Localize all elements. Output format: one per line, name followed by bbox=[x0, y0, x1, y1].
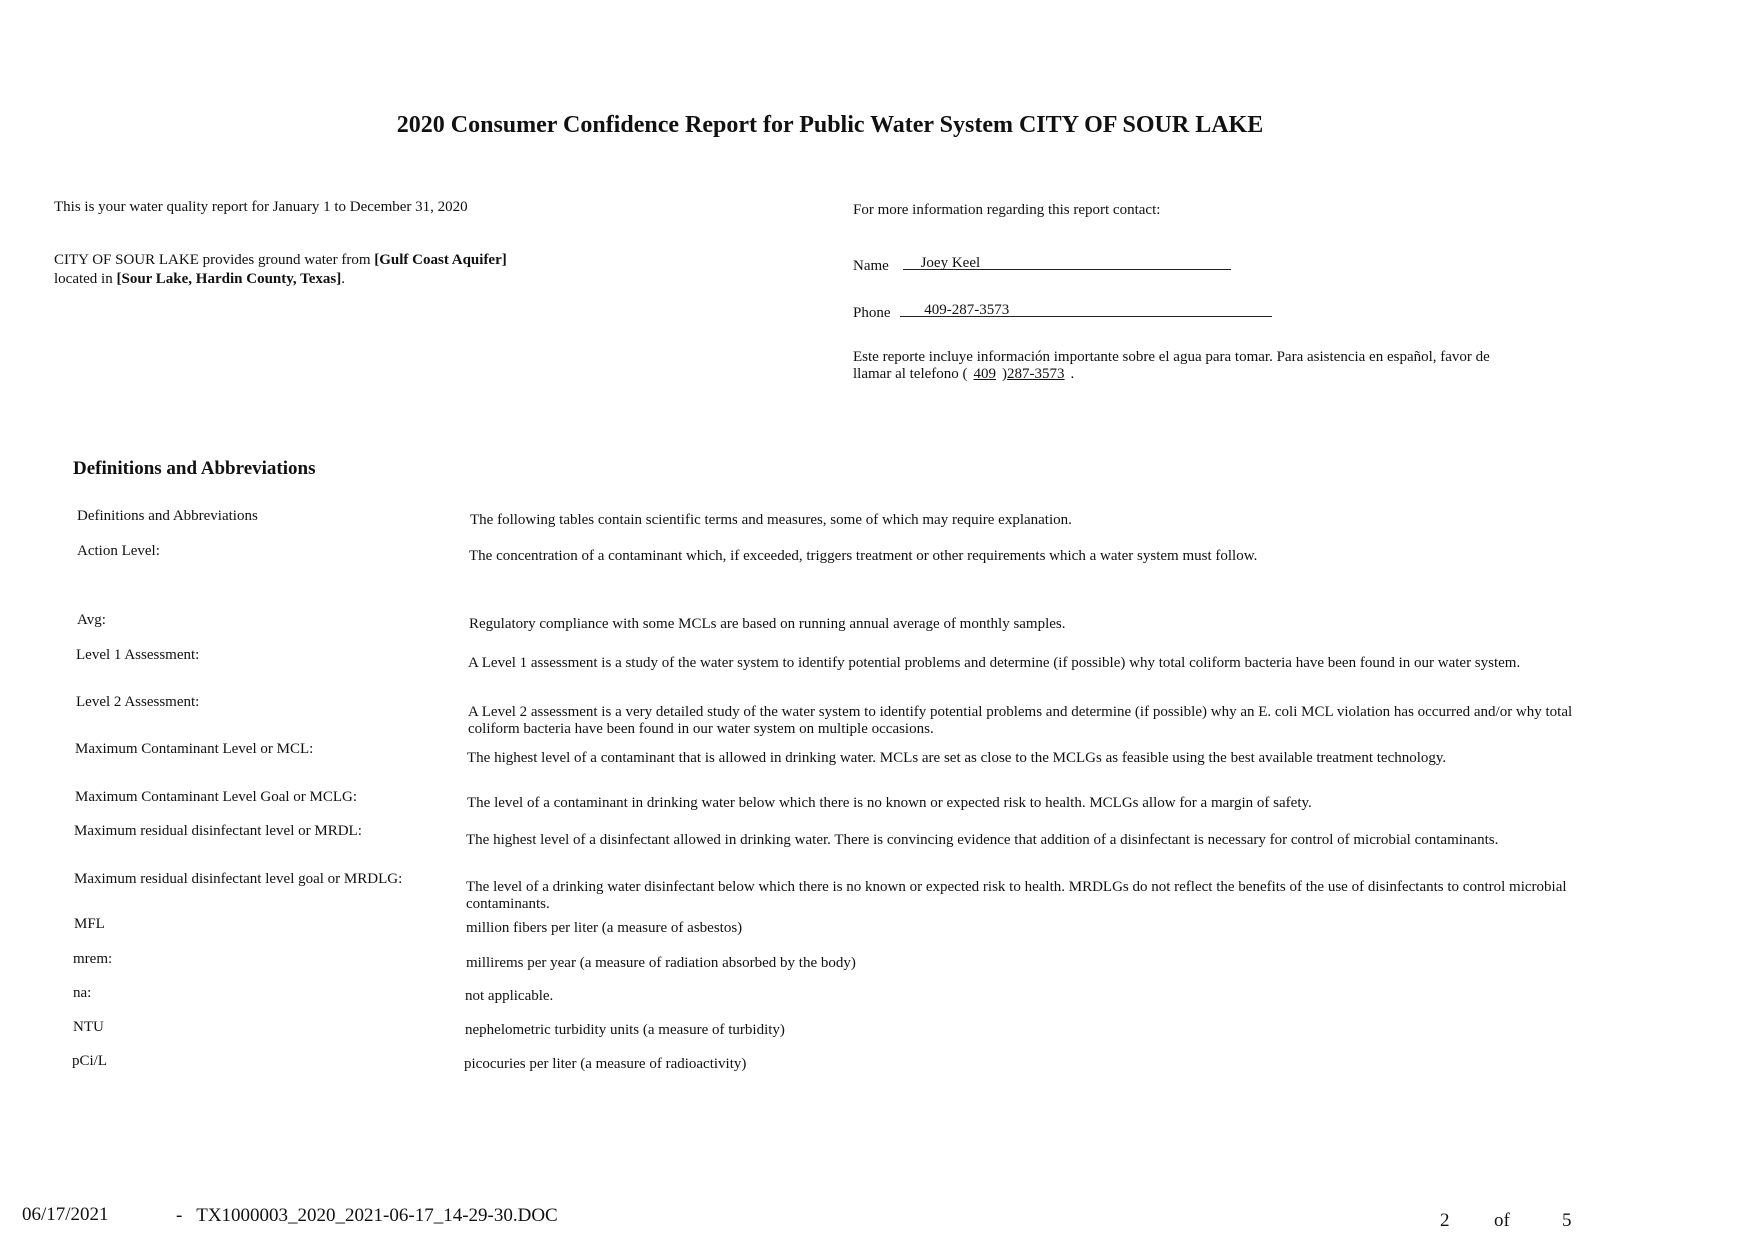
name-value: Joey Keel bbox=[920, 255, 981, 271]
definition-text: The following tables contain scientific terms and measures, some of which may require explanation. bbox=[470, 512, 1072, 528]
definition-text: picocuries per liter (a measure of radioactivity) bbox=[464, 1056, 747, 1072]
spanish-number: 287-3573 bbox=[1007, 366, 1065, 382]
definition-term: Maximum residual disinfectant level goal or MRDLG: bbox=[74, 871, 403, 887]
definition-text: The highest level of a contaminant that is allowed in drinking water. MCLs are set as close to the MCLGs as feasible using the best available treatment technology. bbox=[467, 750, 1447, 766]
located-suffix: . bbox=[341, 271, 346, 287]
report-period: This is your water quality report for January 1 to December 31, 2020 bbox=[54, 199, 468, 215]
definition-text: million fibers per liter (a measure of asbestos) bbox=[466, 920, 743, 936]
spanish-area: 409 bbox=[973, 366, 997, 382]
definition-text: A Level 2 assessment is a very detailed study of the water system to identify potential problems and determine (if possible) why an E. coli MCL violation has occurred and/or why total coliform bacteria have been found in our water system on multiple occasions. bbox=[468, 704, 1573, 737]
definition-text: The concentration of a contaminant which, if exceeded, triggers treatment or other requirements which a water system must follow. bbox=[469, 548, 1258, 564]
contact-name bbox=[853, 255, 1231, 275]
definition-term: Level 2 Assessment: bbox=[76, 694, 200, 710]
source-prefix: CITY OF SOUR LAKE provides ground water from bbox=[54, 252, 375, 268]
definition-term: na: bbox=[73, 985, 92, 1001]
definition-term: NTU bbox=[73, 1019, 104, 1035]
definition-text: The highest level of a disinfectant allowed in drinking water. There is convincing evidence that addition of a disinfectant is necessary for control of microbial contaminants. bbox=[466, 832, 1499, 848]
definition-text: not applicable. bbox=[465, 988, 554, 1004]
definition-term: Avg: bbox=[77, 612, 106, 628]
definition-term: pCi/L bbox=[72, 1053, 108, 1069]
name-label: Name bbox=[853, 258, 889, 274]
water-location bbox=[54, 271, 345, 288]
definition-term: mrem: bbox=[73, 951, 113, 967]
definition-term: Level 1 Assessment: bbox=[76, 647, 200, 663]
definition-term: Action Level: bbox=[77, 543, 160, 559]
phone-value: 409-287-3573 bbox=[924, 302, 1010, 318]
spanish-suffix: . bbox=[1070, 366, 1075, 382]
footer-page-number: 2 bbox=[1440, 1210, 1450, 1231]
source-aquifer: [Gulf Coast Aquifer] bbox=[374, 252, 507, 268]
definition-text: Regulatory compliance with some MCLs are based on running annual average of monthly samples. bbox=[469, 616, 1066, 632]
phone-line bbox=[900, 302, 1272, 317]
definitions-heading: Definitions and Abbreviations bbox=[73, 458, 316, 479]
definition-term: Maximum Contaminant Level Goal or MCLG: bbox=[75, 789, 358, 805]
located-prefix: located in bbox=[54, 271, 117, 287]
location: [Sour Lake, Hardin County, Texas] bbox=[116, 271, 342, 287]
footer-page-total: 5 bbox=[1562, 1210, 1572, 1231]
contact-heading: For more information regarding this report contact: bbox=[853, 202, 1161, 218]
spanish-mid: ) bbox=[1002, 366, 1008, 382]
definition-text: A Level 1 assessment is a study of the water system to identify potential problems and determine (if possible) why total coliform bacteria have been found in our water system. bbox=[468, 655, 1521, 671]
spanish-line-2 bbox=[853, 366, 1490, 383]
definition-text: nephelometric turbidity units (a measure of turbidity) bbox=[465, 1022, 785, 1038]
name-line bbox=[903, 255, 1231, 270]
footer-of: of bbox=[1494, 1210, 1510, 1231]
definition-text: The level of a drinking water disinfectant below which there is no known or expected risk to health. MRDLGs do not reflect the benefits of the use of disinfectants to control microbial contaminants. bbox=[466, 879, 1567, 912]
water-source bbox=[54, 252, 507, 269]
page-title: 2020 Consumer Confidence Report for Public Water System CITY OF SOUR LAKE bbox=[396, 112, 1264, 138]
definition-term: Maximum Contaminant Level or MCL: bbox=[75, 741, 314, 757]
definition-term: MFL bbox=[74, 916, 105, 932]
footer-date: 06/17/2021 bbox=[22, 1204, 109, 1225]
footer-document: - TX1000003_2020_2021-06-17_14-29-30.DOC bbox=[176, 1205, 558, 1226]
definition-term: Maximum residual disinfectant level or MRDL: bbox=[74, 823, 362, 839]
definition-text: millirems per year (a measure of radiation absorbed by the body) bbox=[466, 955, 856, 971]
spanish-line-1: Este reporte incluye información importante sobre el agua para tomar. Para asistencia en español, favor de bbox=[853, 349, 1490, 365]
contact-phone bbox=[853, 302, 1272, 322]
spanish-prefix: llamar al telefono ( bbox=[853, 366, 968, 382]
definition-text: The level of a contaminant in drinking water below which there is no known or expected risk to health. MCLGs allow for a margin of safety. bbox=[467, 795, 1312, 811]
spanish-notice bbox=[853, 349, 1490, 383]
definition-term: Definitions and Abbreviations bbox=[77, 508, 258, 524]
phone-label: Phone bbox=[853, 305, 891, 321]
